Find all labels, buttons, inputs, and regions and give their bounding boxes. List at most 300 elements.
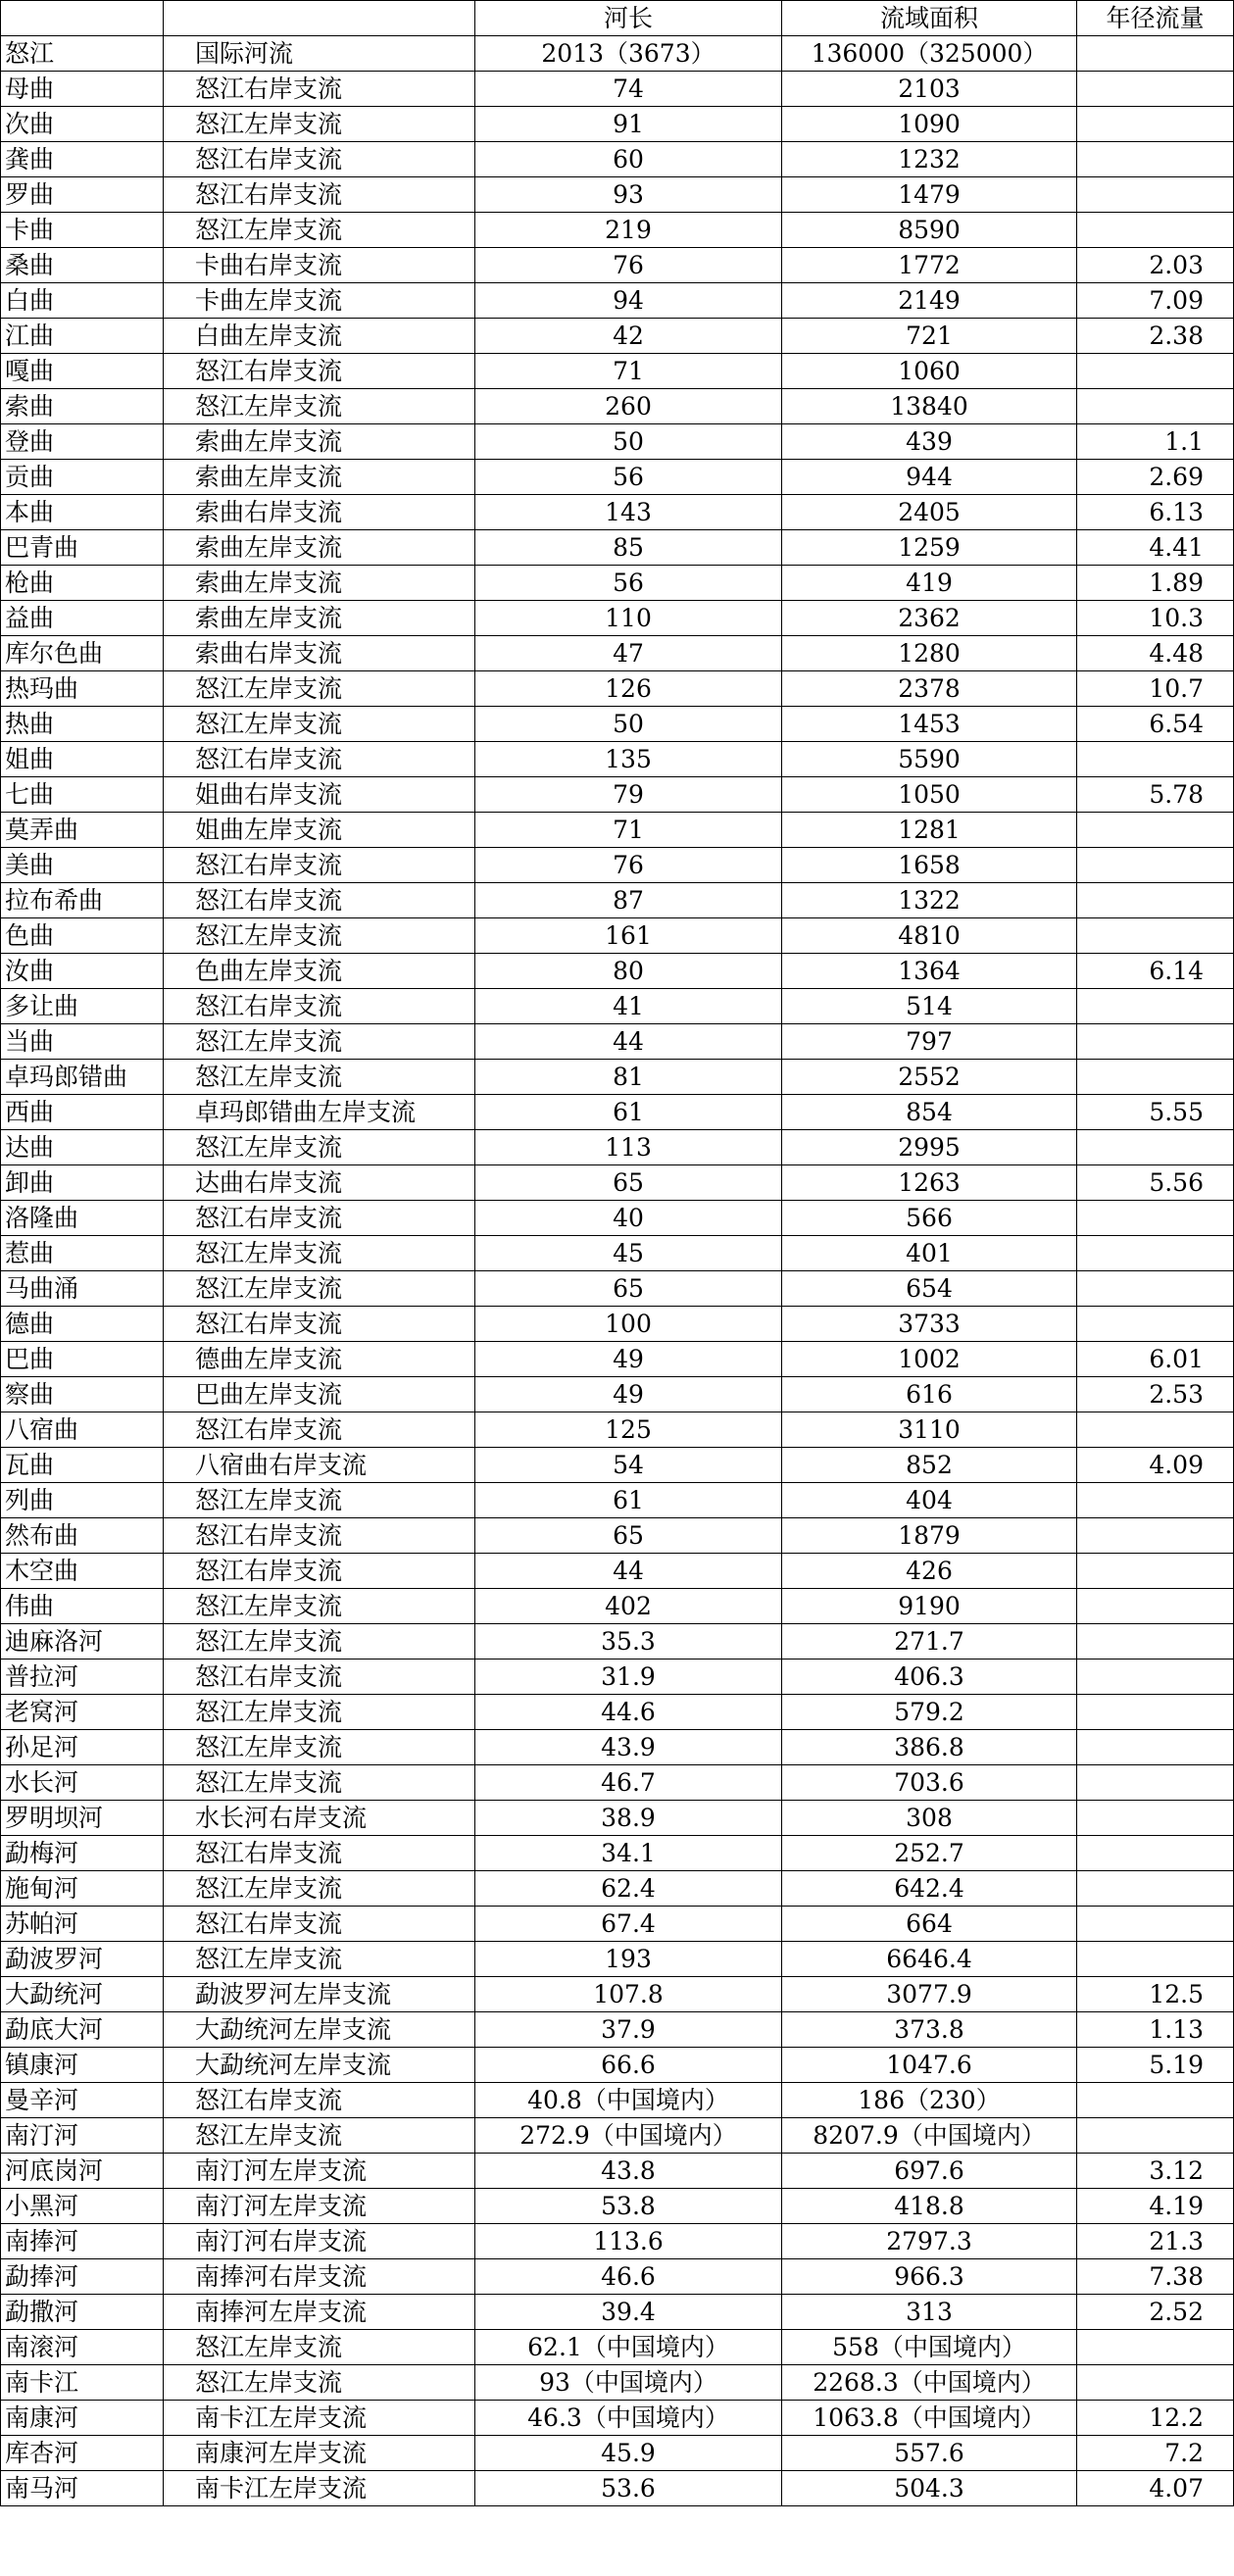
annual-runoff-cell [1077,1024,1234,1060]
river-type-cell: 南汀河左岸支流 [164,2154,475,2189]
annual-runoff-cell: 3.12 [1077,2154,1234,2189]
river-type-cell: 怒江左岸支流 [164,1483,475,1518]
river-length-cell: 31.9 [475,1660,782,1695]
basin-area-cell: 1090 [782,107,1077,142]
river-length-cell: 42 [475,319,782,354]
river-type-cell: 怒江左岸支流 [164,1130,475,1165]
river-type-cell: 怒江右岸支流 [164,1554,475,1589]
annual-runoff-cell [1077,1730,1234,1765]
table-row [1,2118,1234,2154]
basin-area-cell: 418.8 [782,2189,1077,2224]
river-name-cell: 水长河 [1,1765,164,1801]
table-row [1,2365,1234,2401]
basin-area-cell: 1047.6 [782,2048,1077,2083]
annual-runoff-cell [1077,1907,1234,1942]
annual-runoff-cell [1077,389,1234,424]
river-type-cell: 大勐统河左岸支流 [164,2048,475,2083]
river-name-cell: 苏帕河 [1,1907,164,1942]
river-length-cell: 219 [475,213,782,248]
river-name-cell: 罗明坝河 [1,1801,164,1836]
river-type-cell: 怒江右岸支流 [164,989,475,1024]
basin-area-cell: 6646.4 [782,1942,1077,1977]
river-name-cell: 西曲 [1,1095,164,1130]
table-row [1,1483,1234,1518]
table-row [1,813,1234,848]
annual-runoff-cell [1077,1271,1234,1307]
basin-area-cell: 2552 [782,1060,1077,1095]
basin-area-cell: 252.7 [782,1836,1077,1871]
annual-runoff-cell [1077,989,1234,1024]
river-length-cell: 76 [475,248,782,283]
river-length-cell: 37.9 [475,2012,782,2048]
river-length-cell: 76 [475,848,782,883]
table-row [1,72,1234,107]
river-length-cell: 260 [475,389,782,424]
river-length-cell: 74 [475,72,782,107]
river-name-cell: 孙足河 [1,1730,164,1765]
river-length-cell: 53.6 [475,2471,782,2506]
river-name-cell: 德曲 [1,1307,164,1342]
basin-area-cell: 13840 [782,389,1077,424]
river-length-cell: 93（中国境内） [475,2365,782,2401]
basin-area-cell: 404 [782,1483,1077,1518]
annual-runoff-cell [1077,1660,1234,1695]
table-row [1,1377,1234,1412]
river-name-cell: 八宿曲 [1,1412,164,1448]
river-name-cell: 列曲 [1,1483,164,1518]
basin-area-cell: 419 [782,566,1077,601]
annual-runoff-cell [1077,354,1234,389]
basin-area-cell: 1060 [782,354,1077,389]
annual-runoff-cell: 1.1 [1077,424,1234,460]
river-name-cell: 马曲涌 [1,1271,164,1307]
river-type-cell: 怒江右岸支流 [164,742,475,777]
basin-area-cell: 1002 [782,1342,1077,1377]
basin-area-cell: 1658 [782,848,1077,883]
table-row [1,1518,1234,1554]
river-type-cell: 怒江左岸支流 [164,1765,475,1801]
table-row [1,495,1234,530]
river-length-cell: 81 [475,1060,782,1095]
river-type-cell: 怒江右岸支流 [164,1660,475,1695]
river-type-cell: 白曲左岸支流 [164,319,475,354]
river-length-cell: 46.6 [475,2259,782,2295]
table-row [1,424,1234,460]
annual-runoff-cell: 10.7 [1077,671,1234,707]
river-type-cell: 怒江左岸支流 [164,1589,475,1624]
river-type-cell: 怒江左岸支流 [164,707,475,742]
river-type-cell: 巴曲左岸支流 [164,1377,475,1412]
basin-area-cell: 2103 [782,72,1077,107]
river-name-cell: 南康河 [1,2401,164,2436]
basin-area-cell: 697.6 [782,2154,1077,2189]
annual-runoff-cell [1077,1624,1234,1660]
river-type-cell: 达曲右岸支流 [164,1165,475,1201]
river-name-cell: 热玛曲 [1,671,164,707]
river-name-cell: 嘎曲 [1,354,164,389]
basin-area-cell: 558（中国境内） [782,2330,1077,2365]
river-length-cell: 40 [475,1201,782,1236]
table-row [1,354,1234,389]
river-length-cell: 49 [475,1377,782,1412]
annual-runoff-cell [1077,1518,1234,1554]
annual-runoff-cell [1077,1801,1234,1836]
annual-runoff-cell [1077,813,1234,848]
annual-runoff-cell: 1.89 [1077,566,1234,601]
river-type-cell: 怒江右岸支流 [164,354,475,389]
basin-area-cell: 504.3 [782,2471,1077,2506]
river-name-cell: 怒江 [1,36,164,72]
river-type-cell: 姐曲左岸支流 [164,813,475,848]
annual-runoff-cell [1077,1236,1234,1271]
river-length-cell: 61 [475,1483,782,1518]
table-row [1,2401,1234,2436]
river-length-cell: 54 [475,1448,782,1483]
river-length-cell: 40.8（中国境内） [475,2083,782,2118]
river-type-cell: 怒江右岸支流 [164,177,475,213]
river-length-cell: 39.4 [475,2295,782,2330]
river-type-cell: 大勐统河左岸支流 [164,2012,475,2048]
river-name-cell: 江曲 [1,319,164,354]
basin-area-cell: 2378 [782,671,1077,707]
river-name-cell: 白曲 [1,283,164,319]
annual-runoff-cell [1077,142,1234,177]
header-row [1,1,1234,36]
table-row [1,213,1234,248]
river-length-cell: 143 [475,495,782,530]
basin-area-cell: 3733 [782,1307,1077,1342]
river-length-cell: 56 [475,460,782,495]
river-type-cell: 索曲右岸支流 [164,636,475,671]
table-row [1,248,1234,283]
basin-area-cell: 8590 [782,213,1077,248]
basin-area-cell: 514 [782,989,1077,1024]
river-length-cell: 49 [475,1342,782,1377]
annual-runoff-cell: 2.69 [1077,460,1234,495]
basin-area-cell: 1063.8（中国境内） [782,2401,1077,2436]
river-type-cell: 怒江右岸支流 [164,1836,475,1871]
table-row [1,1412,1234,1448]
basin-area-cell: 566 [782,1201,1077,1236]
annual-runoff-cell: 4.07 [1077,2471,1234,2506]
basin-area-cell: 2149 [782,283,1077,319]
basin-area-cell: 721 [782,319,1077,354]
annual-runoff-cell [1077,36,1234,72]
annual-runoff-cell: 2.52 [1077,2295,1234,2330]
table-row [1,742,1234,777]
river-type-cell: 索曲左岸支流 [164,601,475,636]
river-type-cell: 德曲左岸支流 [164,1342,475,1377]
basin-area-cell: 439 [782,424,1077,460]
river-type-cell: 怒江左岸支流 [164,1730,475,1765]
basin-area-cell: 854 [782,1095,1077,1130]
river-length-cell: 126 [475,671,782,707]
river-name-cell: 南汀河 [1,2118,164,2154]
river-type-cell: 怒江右岸支流 [164,72,475,107]
annual-runoff-cell: 1.13 [1077,2012,1234,2048]
river-name-cell: 洛隆曲 [1,1201,164,1236]
river-type-cell: 怒江右岸支流 [164,142,475,177]
river-type-cell: 卡曲右岸支流 [164,248,475,283]
table-row [1,36,1234,72]
river-length-cell: 46.3（中国境内） [475,2401,782,2436]
annual-runoff-cell: 5.19 [1077,2048,1234,2083]
basin-area-cell: 401 [782,1236,1077,1271]
river-name-cell: 老窝河 [1,1695,164,1730]
river-name-cell: 然布曲 [1,1518,164,1554]
annual-runoff-cell [1077,1307,1234,1342]
river-length-cell: 71 [475,813,782,848]
river-name-cell: 木空曲 [1,1554,164,1589]
river-name-cell: 普拉河 [1,1660,164,1695]
table-row [1,2330,1234,2365]
annual-runoff-cell [1077,177,1234,213]
river-length-cell: 113.6 [475,2224,782,2259]
basin-area-cell: 271.7 [782,1624,1077,1660]
table-row [1,1801,1234,1836]
river-name-cell: 镇康河 [1,2048,164,2083]
river-type-cell: 怒江右岸支流 [164,848,475,883]
river-length-cell: 50 [475,424,782,460]
basin-area-cell: 797 [782,1024,1077,1060]
basin-area-cell: 642.4 [782,1871,1077,1907]
table-row [1,636,1234,671]
river-name-cell: 索曲 [1,389,164,424]
table-row [1,2189,1234,2224]
river-length-cell: 272.9（中国境内） [475,2118,782,2154]
river-length-cell: 91 [475,107,782,142]
basin-area-cell: 1281 [782,813,1077,848]
table-row [1,1977,1234,2012]
river-name-cell: 美曲 [1,848,164,883]
table-row [1,2048,1234,2083]
river-length-cell: 53.8 [475,2189,782,2224]
basin-area-cell: 1280 [782,636,1077,671]
table-row [1,1765,1234,1801]
river-name-cell: 瓦曲 [1,1448,164,1483]
table-row [1,2083,1234,2118]
river-name-cell: 枪曲 [1,566,164,601]
river-length-cell: 79 [475,777,782,813]
header-cell-type [164,1,475,36]
river-type-cell: 怒江左岸支流 [164,1624,475,1660]
table-row [1,530,1234,566]
river-length-cell: 113 [475,1130,782,1165]
river-type-cell: 索曲左岸支流 [164,566,475,601]
basin-area-cell: 373.8 [782,2012,1077,2048]
annual-runoff-cell: 6.54 [1077,707,1234,742]
river-type-cell: 怒江左岸支流 [164,1060,475,1095]
river-length-cell: 56 [475,566,782,601]
table-row [1,601,1234,636]
annual-runoff-cell: 6.01 [1077,1342,1234,1377]
table-row [1,671,1234,707]
river-type-cell: 水长河右岸支流 [164,1801,475,1836]
header-cell-length: 河长 [475,1,782,36]
annual-runoff-cell [1077,1060,1234,1095]
table-row [1,848,1234,883]
table-row [1,107,1234,142]
river-length-cell: 87 [475,883,782,918]
basin-area-cell: 313 [782,2295,1077,2330]
river-length-cell: 80 [475,954,782,989]
table-row [1,1095,1234,1130]
table-row [1,1307,1234,1342]
annual-runoff-cell [1077,918,1234,954]
table-row [1,1342,1234,1377]
river-type-cell: 南捧河左岸支流 [164,2295,475,2330]
header-cell-name [1,1,164,36]
river-type-cell: 怒江左岸支流 [164,1695,475,1730]
river-type-cell: 怒江左岸支流 [164,2330,475,2365]
basin-area-cell: 579.2 [782,1695,1077,1730]
table-row [1,1271,1234,1307]
river-type-cell: 怒江右岸支流 [164,1307,475,1342]
river-name-cell: 汝曲 [1,954,164,989]
river-type-cell: 南康河左岸支流 [164,2436,475,2471]
river-name-cell: 卸曲 [1,1165,164,1201]
basin-area-cell: 852 [782,1448,1077,1483]
annual-runoff-cell: 2.38 [1077,319,1234,354]
river-length-cell: 67.4 [475,1907,782,1942]
header-cell-area: 流域面积 [782,1,1077,36]
table-row [1,1730,1234,1765]
river-name-cell: 登曲 [1,424,164,460]
river-type-cell: 色曲左岸支流 [164,954,475,989]
basin-area-cell: 1322 [782,883,1077,918]
river-name-cell: 施甸河 [1,1871,164,1907]
table-row [1,566,1234,601]
annual-runoff-cell [1077,2365,1234,2401]
river-length-cell: 94 [475,283,782,319]
river-type-cell: 南卡江左岸支流 [164,2471,475,2506]
river-name-cell: 迪麻洛河 [1,1624,164,1660]
river-name-cell: 南滚河 [1,2330,164,2365]
table-row [1,460,1234,495]
river-length-cell: 47 [475,636,782,671]
river-name-cell: 勐梅河 [1,1836,164,1871]
river-type-cell: 索曲右岸支流 [164,495,475,530]
river-name-cell: 龚曲 [1,142,164,177]
river-type-cell: 索曲左岸支流 [164,460,475,495]
basin-area-cell: 3077.9 [782,1977,1077,2012]
river-type-cell: 怒江左岸支流 [164,1024,475,1060]
basin-area-cell: 1879 [782,1518,1077,1554]
river-length-cell: 46.7 [475,1765,782,1801]
river-type-cell: 怒江右岸支流 [164,1412,475,1448]
basin-area-cell: 3110 [782,1412,1077,1448]
basin-area-cell: 1232 [782,142,1077,177]
basin-area-cell: 2362 [782,601,1077,636]
table-row [1,2224,1234,2259]
annual-runoff-cell: 12.5 [1077,1977,1234,2012]
river-length-cell: 125 [475,1412,782,1448]
table-row [1,989,1234,1024]
table-row [1,283,1234,319]
annual-runoff-cell [1077,1130,1234,1165]
table-row [1,1695,1234,1730]
river-type-cell: 怒江左岸支流 [164,918,475,954]
annual-runoff-cell: 5.56 [1077,1165,1234,1201]
river-type-cell: 怒江左岸支流 [164,213,475,248]
river-name-cell: 大勐统河 [1,1977,164,2012]
river-name-cell: 多让曲 [1,989,164,1024]
table-row [1,1589,1234,1624]
annual-runoff-cell: 6.14 [1077,954,1234,989]
annual-runoff-cell [1077,1589,1234,1624]
river-name-cell: 本曲 [1,495,164,530]
annual-runoff-cell [1077,1412,1234,1448]
basin-area-cell: 944 [782,460,1077,495]
river-length-cell: 45 [475,1236,782,1271]
table-row [1,1130,1234,1165]
river-length-cell: 161 [475,918,782,954]
basin-area-cell: 557.6 [782,2436,1077,2471]
table-row [1,2012,1234,2048]
river-name-cell: 察曲 [1,1377,164,1412]
annual-runoff-cell [1077,1201,1234,1236]
river-name-cell: 巴青曲 [1,530,164,566]
river-type-cell: 索曲左岸支流 [164,424,475,460]
river-name-cell: 勐撒河 [1,2295,164,2330]
river-name-cell: 达曲 [1,1130,164,1165]
river-length-cell: 2013（3673） [475,36,782,72]
basin-area-cell: 2268.3（中国境内） [782,2365,1077,2401]
annual-runoff-cell: 4.48 [1077,636,1234,671]
basin-area-cell: 1772 [782,248,1077,283]
basin-area-cell: 1263 [782,1165,1077,1201]
table-row [1,1201,1234,1236]
river-name-cell: 卡曲 [1,213,164,248]
river-length-cell: 38.9 [475,1801,782,1836]
river-name-cell: 南马河 [1,2471,164,2506]
river-length-cell: 62.4 [475,1871,782,1907]
river-length-cell: 61 [475,1095,782,1130]
annual-runoff-cell [1077,72,1234,107]
river-type-cell: 怒江右岸支流 [164,2083,475,2118]
basin-area-cell: 136000（325000） [782,36,1077,72]
river-type-cell: 怒江左岸支流 [164,107,475,142]
basin-area-cell: 386.8 [782,1730,1077,1765]
table-row [1,1942,1234,1977]
river-name-cell: 桑曲 [1,248,164,283]
river-type-cell: 怒江左岸支流 [164,1871,475,1907]
river-type-cell: 勐波罗河左岸支流 [164,1977,475,2012]
basin-area-cell: 966.3 [782,2259,1077,2295]
river-name-cell: 贡曲 [1,460,164,495]
river-length-cell: 44 [475,1024,782,1060]
table-body [1,1,1234,2506]
table-row [1,1836,1234,1871]
river-name-cell: 罗曲 [1,177,164,213]
annual-runoff-cell: 4.09 [1077,1448,1234,1483]
river-name-cell: 巴曲 [1,1342,164,1377]
river-length-cell: 100 [475,1307,782,1342]
river-length-cell: 62.1（中国境内） [475,2330,782,2365]
river-type-cell: 怒江左岸支流 [164,1236,475,1271]
river-type-cell: 怒江左岸支流 [164,389,475,424]
river-type-cell: 南汀河右岸支流 [164,2224,475,2259]
annual-runoff-cell: 21.3 [1077,2224,1234,2259]
river-name-cell: 色曲 [1,918,164,954]
annual-runoff-cell [1077,1765,1234,1801]
basin-area-cell: 406.3 [782,1660,1077,1695]
river-length-cell: 60 [475,142,782,177]
river-length-cell: 66.6 [475,2048,782,2083]
river-type-cell: 怒江右岸支流 [164,1201,475,1236]
table-row [1,1907,1234,1942]
river-type-cell: 怒江右岸支流 [164,1518,475,1554]
